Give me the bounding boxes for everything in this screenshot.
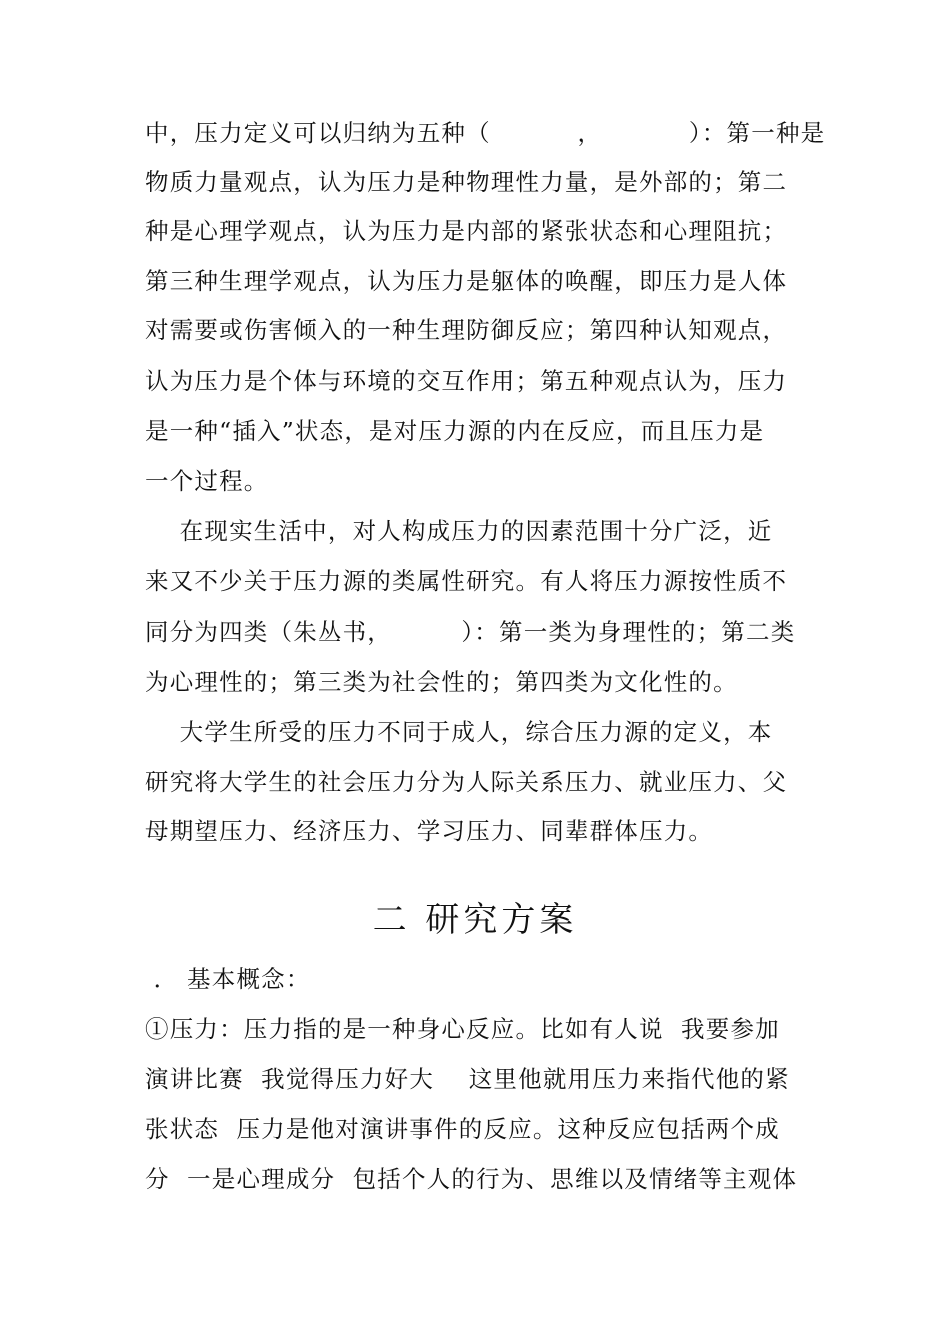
paragraph-2-line-2: 来又不少关于压力源的类属性研究。有人将压力源按性质不 — [145, 567, 788, 595]
paragraph-3-line-1: 大学生所受的压力不同于成人，综合压力源的定义，本 — [145, 718, 773, 746]
paragraph-1-line-2: 物质力量观点，认为压力是种物理性力量，是外部的；第二 — [145, 168, 788, 196]
paragraph-1-line-8: 一个过程。 — [145, 467, 269, 495]
paragraph-1-line-1: 中，压力定义可以归纳为五种（ ， ）：第一种是 — [145, 119, 826, 147]
paragraph-2-line-4: 为心理性的；第三类为社会性的；第四类为文化性的。 — [145, 668, 738, 696]
paragraph-1-line-5: 对需要或伤害倾入的一种生理防御反应；第四种认知观点， — [145, 316, 788, 344]
paragraph-3-line-2: 研究将大学生的社会压力分为人际关系压力、就业压力、父 — [145, 768, 788, 796]
paragraph-2-line-3: 同分为四类（朱丛书， ）：第一类为身理性的；第二类 — [145, 618, 796, 646]
section-heading: 二 研究方案 — [372, 900, 578, 940]
section-body-line-2: 演讲比赛 我觉得压力好大 这里他就用压力来指代他的紧 — [145, 1065, 790, 1093]
section-body-line-3: 张状态 压力是他对演讲事件的反应。这种反应包括两个成 — [145, 1115, 780, 1143]
paragraph-2-line-1: 在现实生活中，对人构成压力的因素范围十分广泛，近 — [145, 517, 773, 545]
paragraph-1-line-3: 种是心理学观点，认为压力是内部的紧张状态和心理阻抗； — [145, 217, 788, 245]
paragraph-1-line-7: 是一种“插入”状态，是对压力源的内在反应，而且压力是 — [145, 417, 765, 445]
paragraph-1-line-4: 第三种生理学观点，认为压力是躯体的唤醒，即压力是人体 — [145, 267, 788, 295]
paragraph-3-line-3: 母期望压力、经济压力、学习压力、同辈群体压力。 — [145, 817, 714, 845]
paragraph-1-line-6: 认为压力是个体与环境的交互作用；第五种观点认为，压力 — [145, 367, 788, 395]
section-subheading: ． 基本概念： — [145, 965, 311, 993]
section-body-line-1: ①压力：压力指的是一种身心反应。比如有人说 我要参加 — [145, 1015, 780, 1043]
section-body-line-4: 分 一是心理成分 包括个人的行为、思维以及情绪等主观体 — [145, 1165, 798, 1193]
